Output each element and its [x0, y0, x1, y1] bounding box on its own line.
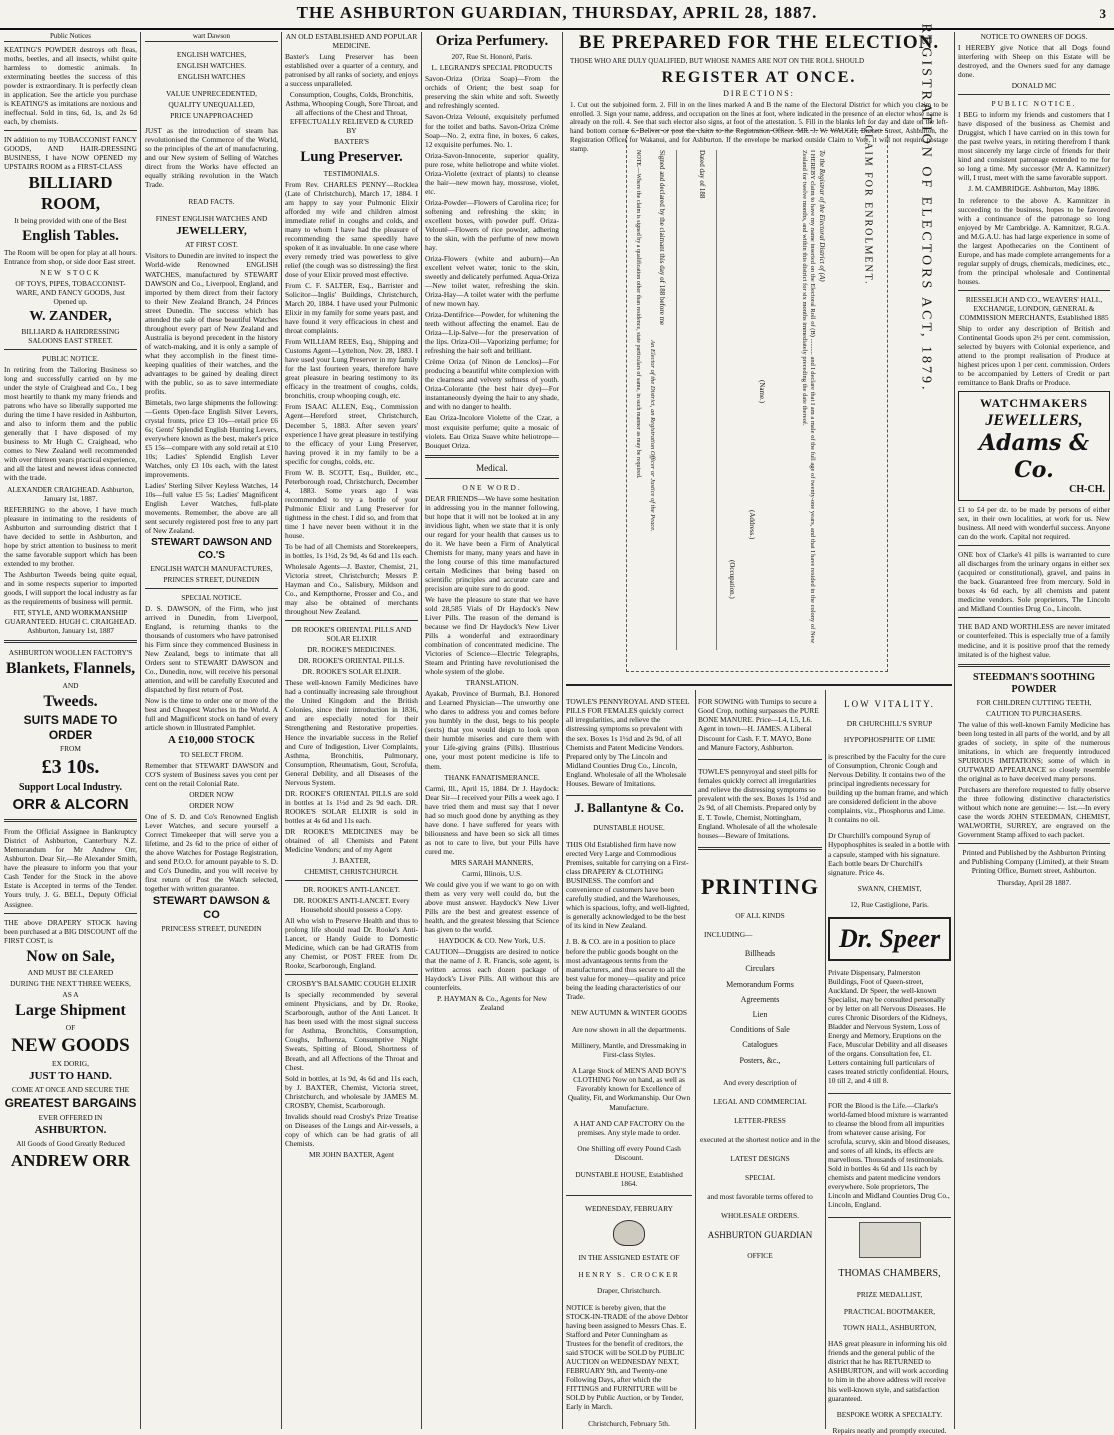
support-heading: Support Local Industry.	[18, 781, 123, 793]
order-now-1: ORDER NOW	[189, 789, 234, 799]
one-word-text: DEAR FRIENDS—We have some hesitation in addressing you in the manner following, but hope that it will not be looked at in any invidious light, when we state that it is only our regard for your health that causes us to do it. We have been a Firm of Analytical Chemists for many, many years and have in the long course of this time manufactured certain Medicines that being based on scientific principles and accurate care and precision are quite sure to do good.	[425, 493, 559, 593]
oriza-address: 207, Rue St. Honoré, Paris.	[451, 52, 533, 62]
cambridge-notice: I BEG to inform my friends and customers that I have disposed of the business as Chemist and Druggist, which I have carried on in this town for the past twelve years, in retiring therefrom I thank most sincerely my large circle of friends for their kind and consistent patronage extended to me for so long a time. My successor (Mr A. Kamnitzer) will, I trust, meet with the same favorable support.	[958, 110, 1110, 183]
assignee-memo: From the Official Assignee in Bankruptcy District of Ashburton, Canterbury N.Z. Memorandum for Mr Andrew Orr, Ashburton. Dear Sir,—Re Alexander Smith, have the pleasure to inform you that your Cash Tender for the Stock in the above Estate is Accepted in terms of the Tender. Yours truly, J. G. BELL, Deputy Official Assignee.	[4, 827, 137, 909]
printing-item: Circulars	[745, 964, 775, 974]
and-word: AND	[62, 680, 79, 690]
english-watches-1: ENGLISH WATCHES,	[176, 49, 247, 59]
bad-worthless-text: THE BAD AND WORTHLESS are never imitated or counterfeited. This is especially true of a family medicine, and it is positive proof that the remedy imitated is of the highest value.	[958, 622, 1110, 659]
fit-guarantee: FIT, STYLE, AND WORKMANSHIP GUARANTEED. HUGH C. CRAIGHEAD. Ashburton, January 1st, 1887	[4, 607, 137, 635]
rooke-solar-elixir: DR. ROOKE'S SOLAR ELIXIR.	[302, 667, 401, 677]
assigned-estate: IN THE ASSIGNED ESTATE OF	[578, 1253, 680, 1263]
just-to-hand: JUST TO HAND.	[29, 1069, 112, 1082]
oriza-products-5: Oriza-Flowers (white and auburn)—An excellent velvet water, tonic to the skin, sweetly and delicately perfumed. Aqua-Oriza—New toilet water, refreshing the skin. Oriza-Hay—A toilet water with the perfume of new mown hay.	[425, 253, 560, 309]
crosby-note: Invalids should read Crosby's Prize Treatise on Diseases of the Lungs and Air-vessels, a copy of which can be had gratis of all Chemists.	[285, 1111, 418, 1148]
bespoke-work: BESPOKE WORK A SPECIALTY.	[836, 1409, 943, 1419]
column-rule	[695, 690, 696, 1429]
office-word: OFFICE	[747, 1251, 773, 1260]
issue-date: Thursday, April 28 1887.	[996, 877, 1072, 887]
swann-address: 12, Rue Castiglione, Paris.	[850, 900, 929, 910]
must-be-cleared: AND MUST BE CLEARED	[27, 968, 114, 978]
obtain-text: To be had of all Chemists and Storekeepers, in bottles, 1s 1½d, 2s 9d, 4s 6d and 11s each.	[285, 541, 418, 560]
translation-heading: TRANSLATION.	[465, 678, 519, 688]
column-printing	[698, 690, 822, 1429]
rooke-repeat: DR. ROOKE'S ORIENTAL PILLS are sold in bottles at 1s 1½d and 2s 9d each. DR. ROOKE'S SOLAR ELIXIR is sold in bottles at 4s 6d and 11s each.	[285, 788, 418, 825]
dr-speer-logo: Dr. Speer	[838, 923, 941, 953]
form-subtitle: CLAIM FOR ENROLMENT.	[862, 125, 874, 286]
english-tables-heading: English Tables.	[22, 228, 119, 245]
steedman-heading: STEEDMAN'S SOOTHING POWDER	[973, 671, 1095, 695]
value-line: VALUE UNPRECEDENTED,	[165, 88, 257, 98]
column-public-notices	[4, 32, 137, 1429]
ballantyne-heading: J. Ballantyne & Co.	[574, 800, 684, 816]
caution-purchasers: CAUTION TO PURCHASERS.	[985, 708, 1083, 718]
oriza-products-7: Crème Oriza (of Ninon de Lenclos)—For producing a beautiful white complexion with the clearness and velvety softness of youth. Oriza-Colorante (the best hair dye)—For instantaneously dyeing the hair to any shade, and with no danger to health.	[425, 357, 559, 412]
watch-manufactures: ENGLISH WATCH MANUFACTURES,	[150, 563, 273, 573]
new-stock-heading: NEW STOCK	[40, 267, 101, 277]
crocker-draper: Draper, Christchurch.	[597, 1286, 661, 1296]
keating-ad: KEATING'S POWDER destroys oth fleas, moths, beetles, and all insects, whilst quite harmless to domestic animals. In exterminating beetles the success of this powder is extraordinary. It is perfectly clean in application. See the article you purchase is KEATING'S as imitations are noxious and ineffectual. Sold in tins, 6d, 1s, and 2s 6d each, by chemists.	[4, 44, 137, 126]
during-weeks: DURING THE NEXT THREE WEEKS,	[10, 979, 131, 989]
agent-baxter: J. BAXTER,	[332, 855, 371, 865]
we-could-text: We could give you if we want to go on with them as very very well could do, but the above must answer. Haydock's New Liver Pills are the best and greatest essence of health, and the greatest blessing that Science has given to the world.	[425, 879, 559, 935]
crocker-name: HENRY S. CROCKER	[578, 1269, 680, 1279]
favorable-terms: and most favorable terms offered to	[707, 1191, 813, 1201]
swann-chemist: SWANN, CHEMIST,	[857, 884, 922, 893]
printing-item: Lien	[752, 1010, 768, 1020]
special-word: SPECIAL	[745, 1172, 775, 1182]
tweeds-note: The Ashburton Tweeds being quite equal, and in some respects superior to imported goods, I will support the local industry as far as the requirements of business will permit.	[4, 569, 137, 606]
select-from: TO SELECT FROM.	[179, 749, 244, 759]
stewart-dawson-name: STEWART DAWSON AND CO.'S	[151, 537, 272, 561]
wednesday-heading: WEDNESDAY, FEBRUARY	[585, 1203, 673, 1213]
kamnitzer-notice: In reference to the above A. Kamnitzer in succeeding to the business, hopes to be favored with a continuance of the patronage so long enjoyed by Mr Cambridge. A. Kamnitzer, R.G.A. and M.G.A.U. has had large experience in some of the largest Apothecaries on the Continent of Europe, and has made complete arrangements for a regular supply of drugs, chemicals, medicines, etc., from the principal wholesale and Continental houses.	[958, 195, 1110, 286]
auction-notice: NOTICE is hereby given, that the STOCK-IN-TRADE of the above Debtor having been assigned to Messrs Chas. E. Stafford and Peter Cunningham as Trustees for the benefit of creditors, the said STOCK will be SOLD by PUBLIC AUCTION on WEDNESDAY NEXT, FEBRUARY 9th, and Twenty-one Following Days, after which the FITTINGS and FURNITURE will be SOLD by Public Auction, or by Tender, Early in March.	[566, 1302, 689, 1412]
printing-item: Agreements	[740, 994, 780, 1004]
visitors-text: Visitors to Dunedin are invited to inspect the World-wide Renowned ENGLISH WATCHES, manufactured by STEWART DAWSON and Co., Liverpool, England, and imported by them direct from their factory to their New Zealand Branch, 24 Princes street Dunedin. The success which has attended the sale of these beautiful Watches throughout every part of New Zealand and Australia is beyond precedent in the history of watch-making, and it is only a sample of what they accomplish in the finest time-keeping qualities of their watches, and the advantages to be gained by dealing direct with the public, so as to save intermediate profits.	[145, 251, 278, 396]
form-name: (Name.)	[758, 380, 766, 404]
printing-item: Posters, &c.,	[739, 1055, 781, 1065]
craighead-signature: ALEXANDER CRAIGHEAD. Ashburton, January 1st, 1887.	[7, 484, 134, 503]
testimonial-rees: From WILLIAM REES, Esq., Shipping and Customs Agent—Lyttelton, Nov. 28, 1883. I have used your Lung Preserver in my family for the last fourteen years, therefore have great pleasure in bearing testimony to its efficacy in the treatment of coughs, colds, bronchitis, croup whooping cough, etc.	[285, 337, 418, 401]
executed-text: executed at the shortest notice and in the	[699, 1134, 821, 1144]
public-notice-heading-right: PUBLIC NOTICE.	[991, 99, 1077, 109]
chch-word: CH-CH.	[1069, 483, 1105, 495]
on-sale-heading: Now on Sale,	[26, 947, 115, 965]
of-word: OF	[65, 1022, 76, 1032]
including: INCLUDING—	[704, 929, 753, 939]
column-oriza	[425, 32, 559, 1429]
register-heading: REGISTER AT ONCE.	[661, 68, 857, 86]
hypophosphite: HYPOPHOSPHITE OF LIME	[843, 735, 936, 745]
page-number-right: 3	[1099, 6, 1106, 21]
suit-price: £3 10s.	[41, 756, 100, 779]
cash-discount: One Shilling off every Pound Cash Discount.	[577, 1144, 681, 1163]
stock-amount: A £10,000 STOCK	[168, 734, 255, 747]
baxter-intro: Baxter's Lung Preserver has been established over a quarter of a century, and patronised by all ranks of society, and enjoys a success unparalleled.	[285, 52, 418, 89]
princes-street-2: PRINCESS STREET, DUNEDIN	[161, 924, 262, 933]
referring-notice: REFERRING to the above, I have much pleasure in intimating to the residents of Ashburton and surrounding district that I have decided to settle in Ashburton, and hope by strict attention to business to merit the same favorable support which has been extended to my brother.	[4, 504, 137, 568]
english-watches-3: ENGLISH WATCHES	[177, 71, 246, 81]
column-rule	[140, 32, 141, 1429]
order-text: One of S. D. and Co's Renowned English Lever Watches, and secure yourself a Correct Timekeeper that will serve you a lifetime, and 2s 6d to the price of either of the above Watches for Postage Registration, and send P.O.O. for amount payable to S. D. and Co's Dunedin, and you will receive by first return of Post the Watch selected, together with written guarantee.	[145, 811, 278, 894]
autumn-goods: NEW AUTUMN & WINTER GOODS	[571, 1008, 687, 1018]
baxters-word: BAXTER'S	[333, 137, 369, 147]
adams-text: £1 to £4 per dz. to be made by persons of either sex, in their own localities, at work for us. New business. All need with wonderful success. Anyone can do the work. Capital not required.	[958, 505, 1110, 542]
ever-offered: EVER OFFERED IN	[38, 1113, 103, 1123]
oriza-products-4: Oriza-Powder—Flowers of Carolina rice; for softening and refreshing the skin; in excellent boxes, with powder puff. Oriza-Velouté—Flowers of rice powder, adhering to the skin, with the perfume of new mown hay.	[425, 197, 559, 252]
oriza-products-3: Oriza-Savon-Innocente, superior quality, pure rose, white heliotrope and white violet. Oriza-Violette (extract of plants) to cleanse the hair—new mown hay, mossrose, violet, etc.	[425, 150, 559, 196]
signature-location: Carmi, Illinois, U.S.	[462, 868, 522, 878]
form-body: I HEREBY claim to have my name inserted on the Electoral Roll of (B) .......... and I declare that I am a male of the full age of twenty-one years, and that I have resided in the colony of New Zealand for twelve months, and within this district for six months immediately preceding the date thereof.	[801, 150, 816, 644]
all-kinds: OF ALL KINDS	[735, 910, 785, 920]
form-title: REGISTRATION OF ELECTORS ACT, 1879.	[918, 23, 934, 393]
blood-mixture-ad: FOR the Blood is the Life.—Clarke's world-famed blood mixture is warranted to cleanse the blood from all impurities from whatever cause arising. For scrofula, scurvy, skin and blood diseases, and sores of all kinds, its effects are marvellous. Thousands of testimonials. Sold in bottles 4s 6d and 11s each by chemists and patent medicine vendors everywhere. Sole proprietors, The Lincoln and Midland Counties Drug Co., Lincoln, England.	[828, 1101, 950, 1210]
old-established: AN OLD ESTABLISHED AND POPULAR MEDICINE.	[285, 32, 418, 51]
bimetals-text: Bimetals, two large shipments the following:—Gents Open-face English Silver Levers, crystal fronts, price £3 10s—retail price £6 6s; Gents' Splendid English Hunting Levers, everywhere known as the best, maker's price £5 15s—compare with any sold retail at £10 10s; Ladies' Splendid English Lever Watches, only £3 10s each, with the latest improvements.	[145, 397, 278, 480]
town-hall: TOWN HALL, ASHBURTON,	[842, 1322, 937, 1332]
form-signed: Signed and declared by the claimant this day of 188 before me	[658, 150, 666, 326]
column-ballantyne	[566, 690, 692, 1429]
steam-intro: JUST as the introduction of steam has revolutionised the Commerce of the World, so the principles of the art of manufacturing, and our New system of Selling of Watches direct from the Works have effected an equally striking revolution in the Watch Trade.	[145, 125, 278, 189]
testimonial-allen: From ISAAC ALLEN, Esq., Commission Agent—Hereford street, Christchurch, December 5, 1883. After seven years' experience I have great pleasure in testifying to the efficacy of your Lung Preserver, having proved it in my family to be a specific for coughs, colds, etc.	[285, 402, 418, 466]
royal-crest-icon	[613, 1220, 645, 1246]
legrand-heading: L. LEGRAND'S SPECIAL PRODUCTS	[431, 63, 553, 73]
caution-text: CAUTION—Druggists are desired to notice that the name of J. R. Francis, sole agent, is written across each dozen package of Haydock's Liver Pills. All without this are counterfeits.	[425, 947, 559, 993]
dunstable-established: DUNSTABLE HOUSE, Established 1864.	[575, 1169, 683, 1188]
dr-speer-advertisement	[828, 917, 951, 961]
towle-pills-ad-2: TOWLE'S pennyroyal and steel pills for females quickly correct all irregularities and relieve the distressing symptoms so prevalent with the sex. Boxes 1s 1½d and 2s 9d, of all Chemists. Prepared only by E. T. Towle, Chemist, Nottingham, England. Wholesale of all the wholesale houses—Beware of Imitations.	[698, 767, 821, 840]
latest-designs: LATEST DESIGNS	[730, 1153, 790, 1163]
wholesale-orders: WHOLESALE ORDERS.	[720, 1211, 799, 1220]
orr-alcorn-heading: ORR & ALCORN	[12, 795, 129, 813]
adams-script: Adams & Co.	[979, 430, 1089, 484]
anti-lancet-sub: DR. ROOKE'S ANTI-LANCET. Every Household should possess a Copy.	[293, 896, 410, 915]
riesselich-heading: RIESSELICH AND CO., WEAVERS' HALL, EXCHANGE, LONDON, GENERAL & COMMISSION MERCHANTS, Established 1885	[959, 294, 1109, 322]
stewart-dawson-footer: STEWART DAWSON & CO	[152, 895, 271, 921]
andrew-orr-heading: ANDREW ORR	[10, 1150, 131, 1170]
billiard-subtext: It being provided with one of the Best	[14, 216, 127, 226]
election-title: BE PREPARED FOR THE ELECTION.	[578, 32, 940, 53]
large-shipment-heading: Large Shipment	[15, 1002, 126, 1020]
testimonials-heading: TESTIMONIALS.	[323, 168, 380, 178]
watchmakers-word: WATCHMAKERS	[979, 396, 1089, 411]
practical-bootmaker: PRACTICAL BOOTMAKER,	[843, 1306, 936, 1316]
anti-lancet-heading: DR. ROOKE'S ANTI-LANCET.	[303, 884, 400, 894]
dogs-notice-text: I HEREBY give Notice that all Dogs found interfering with Sheep on this Estate will be destroyed, and the Owners sued for any damage done.	[958, 43, 1110, 80]
printing-item: Catalogues	[742, 1040, 778, 1050]
riesselich-text: Ship to order any description of British and Continental Goods upon 2½ per cent. commission, selected by buyers with Colonial experience, and attend to the prompt realisation of Produce at highest prices upon 1 per cent. commission. Orders to be accompanied by Letters of Credit or part remittance to Bank Drafts or Produce.	[958, 323, 1110, 388]
directions-text: 1. Cut out the subjoined form. 2. Fill in on the lines marked A and B the name of the Electoral District for which you claim to be enrolled. 3. Sign your name, address, and occupation on the lines at foot, where indicated in the presence of an elector whose name is already on the roll. 4. See that such elector also signs, at foot of the attestation. 5. Fill in the blanks left for day and date on the left-hand bottom corner. 6. Deliver or post the claim to the Registration Officer. MR. J. W. WAUGH, Burnett Street, Ashburton, the Registration Officer for Wakanui, and for Ashburton. If the envelope be marked outside Claim to Vote, it will not require postage stamp.	[570, 100, 948, 153]
form-address: (Address.)	[748, 510, 756, 540]
column-stewart-dawson	[145, 32, 278, 1429]
haydock-company: HAYDOCK & CO. New York, U.S.	[438, 936, 546, 946]
translation-text: Ayakab, Province of Burmah, B.I. Honored and Learned Physician—The unworthy one who dares to address you and comes before you humbly in the dust, begs to his people (sects) that you would deign to look upon their humble miseries and cure them with your Life-giving grains (Pills). Illustrious one, your most potent medicine is life to them.	[425, 689, 559, 771]
baxter-signature: MR JOHN BAXTER, Agent	[309, 1149, 394, 1159]
hayman-agents: P. HAYMAN & Co., Agents for New Zealand	[437, 994, 547, 1013]
signature-manners: MRS SARAH MANNERS,	[450, 857, 534, 867]
speer-text: Private Dispensary, Palmerston Buildings, Foot of Queen-street, Auckland. Dr Speer, the well-known Specialist, may be consulted personally or by letter on all Nervous Diseases. He cures Chronic Disorders of the Kidneys, Bladder and Nervous System, Loss of Energy and Memory, Eruptions on the Face, Muscular Debility and all diseases of the organs. Consultation fee, £1. Letters containing full particulars of cases treated strictly confidential. Hours, 10 till 2, and 4 till 8.	[828, 967, 949, 1086]
towle-pills-ad: TOWLE'S PENNYROYAL AND STEEL PILLS FOR FEMALES quickly correct all irregularities, and relieve the distressing symptoms so prevalent with the sex. Boxes 1s 1½d and 2s 9d, of all Chemists and Patent Medicine Vendors. Prepared only by The Lincoln and Midland Counties Drug Co., Lincoln, England. Wholesale of all the Wholesale Houses. Beware of Imitations.	[566, 697, 690, 788]
adams-watchmakers-logo	[958, 391, 1110, 501]
testimonial-penny: From Rev. CHARLES PENNY—Rocklea (Late of Christchurch), March 17, 1884. I am happy to say your Pulmonic Elixir afforded my wife and children almost immediate relief in coughs and colds, and many to whom I have had the pleasure of recommending the same speedily have spoken of it as invaluable. In one case where every remedy tried was powerless to give relief (the cough was so distressing) the first dose of your Elixir proved most effective.	[285, 179, 418, 280]
ladies-text: Ladies' Sterling Silver Keyless Watches, 14 10s—full value £5 5s; Ladies' Magnificent English Lever Watches, full-plate movements. Remember, the above are all sent securely registered post free to any part of New Zealand.	[145, 481, 278, 536]
dogs-notice-heading: NOTICE TO OWNERS OF DOGS.	[980, 32, 1088, 41]
special-notice-heading: SPECIAL NOTICE.	[181, 592, 242, 602]
column-rule	[825, 690, 826, 1429]
ex-dorig: EX DORIG,	[52, 1058, 89, 1068]
one-word-heading: ONE WORD.	[462, 482, 522, 492]
finest-watches: FINEST ENGLISH WATCHES AND	[155, 213, 268, 223]
public-notice-heading: PUBLIC NOTICE.	[41, 354, 100, 364]
legal-commercial: LEGAL AND COMMERCIAL	[713, 1096, 807, 1106]
lung-preserver-heading: Lung Preserver.	[300, 149, 403, 166]
as-a-word: AS A	[62, 990, 79, 1000]
rooke-text: These well-known Family Medicines have had a continually increasing sale throughout the United Kingdom and the British Colonies, since their introduction in 1836, and are especially noted for their Strengthening and Restorative properties. Hence the invariable success in the Relief and Cure of Indigestion, Liver Complaints, Asthma, Bronchitis, Pulmonary, Consumption, Rheumatism, Gout, Scrofula, General Debility, and all Diseases of the Nervous System.	[285, 678, 418, 787]
masthead	[0, 0, 1114, 30]
steedman-text-2: Purchasers are therefore requested to fully observe the three following distinctive characteristics without which none are genuine:— 1st.—In every case the words JOHN STEEDMAN, CHEMIST, WALWORTH, SURREY, are engraved on the Government Stamp affixed to each packet.	[958, 785, 1110, 840]
letter-press: LETTER-PRESS	[734, 1115, 786, 1125]
haydock-text: We have the pleasure to state that we have sold 28,585 Vials of Dr Haydock's New Liver Pills. The reason of the demand is because we find Dr Haydock's New Liver Pills a wonderful and extraordinary combination of concentrated medicine. The Victories of Science—Electric Telegraphs, Steam and Printing have revolutionised the whole system of the globe.	[425, 594, 559, 677]
rooke-heading: DR ROOKE'S ORIENTAL PILLS AND SOLAR ELIXIR	[291, 625, 412, 644]
column-rule	[954, 32, 955, 1429]
dogs-signature: DONALD MC	[1011, 81, 1057, 91]
churchill-text: is prescribed by the Faculty for the cure of Consumption, Chronic Cough and Nervous Debility. It contains two of the principal ingredients necessary for building up the human frame, and which are considered deficient in the above complaints, viz., Phosphorus and Lime. It contains no oil.	[828, 751, 949, 825]
prize-medallist: PRIZE MEDALLIST,	[856, 1290, 923, 1300]
form-occupation: (Occupation.)	[728, 560, 736, 599]
form-witness: An Elector of the District, an Registration Officer or Justice of the Peace.	[649, 340, 656, 532]
column-header: wart Dawson	[145, 32, 278, 42]
come-at-once: COME AT ONCE AND SECURE THE	[11, 1085, 130, 1095]
churchill-syrup: DR CHURCHILL'S SYRUP	[846, 718, 933, 728]
clarke-pills-ad: ONE box of Clarke's 41 pills is warranted to cure all discharges from the urinary organs in either sex (acquired or constitutional), gravel, and pains in the back. Guaranteed free from mercury. Sold in boxes 4s 6d each, by all chemists and patent medicine vendors. Sole proprietors, The Lincoln and Midland Counties Drug Co., Lincoln.	[958, 550, 1110, 614]
princes-street-1: PRINCES STREET, DUNEDIN	[163, 574, 260, 584]
christchurch-date: Christchurch, February 5th.	[588, 1418, 670, 1428]
newspaper-title: THE ASHBURTON GUARDIAN, THURSDAY, APRIL 28, 1887.	[296, 3, 818, 22]
room-open-text: The Room will be open for play at all hours. Entrance from shop, or side door East street.	[4, 247, 137, 266]
jewellers-word: JEWELLERS,	[985, 411, 1083, 429]
thank-heading: THANK FANATISMERANCE.	[444, 772, 540, 782]
election-intro: THOSE WHO ARE DULY QUALIFIED, BUT WHOSE NAMES ARE NOT ON THE ROLL SHOULD	[570, 57, 865, 65]
form-dated: Dated day of 188	[698, 150, 706, 199]
goods-reduced: All Goods of Good Greatly Reduced	[16, 1139, 125, 1149]
quality-line: QUALITY UNEQUALLED,	[168, 99, 255, 109]
bone-manure-ad: FOR SOWING with Turnips to secure a Good Crop, nothing surpasses the PURE BONE MANURE. Price—L4, L5, L6. Agent in town—H. JAMES. A Liberal Discount for Cash. F. T. MAYO, Bone and Manure Factory, Ashburton.	[698, 697, 819, 752]
new-goods-heading: NEW GOODS	[11, 1034, 130, 1056]
column-header: Public Notices	[4, 32, 137, 42]
drapery-notice: THE above DRAPERY STOCK having been purchased at a BIG DISCOUNT off the FIRST COST, is	[4, 917, 137, 945]
rooke-medicines: DR. ROOKE'S MEDICINES.	[307, 645, 396, 655]
chambers-name: THOMAS CHAMBERS,	[838, 1267, 941, 1279]
bargains-heading: GREATEST BARGAINS	[4, 1096, 137, 1111]
stock-items: OF TOYS, PIPES, TOBACCONIST-WARE, AND FANCY GOODS, Just Opened up.	[15, 278, 126, 306]
medical-heading: Medical.	[476, 462, 508, 473]
testimonial-scott: From W. B. SCOTT, Esq., Builder, etc., Peterborough road, Christchurch, December 4, 1883. Some years ago I was recommended to try a bottle of your Pulmonic Elixir and Lung Preserver for tightness in the chest. I did so, and from that time I have never been without it in the house.	[285, 467, 418, 540]
crosby-text: Is specially recommended by several eminent Physicians, and by Dr. Rooke, Scarborough, author of the Anti Lancet. It has been used with the most signal success for Asthma, Bronchitis, Consumption, Coughs, Influenza, Consumptive Night Sweats, Spitting of Blood, Shortness of Breath, and all Affections of the Throat and Chest.	[285, 990, 418, 1072]
zander-name: W. ZANDER,	[29, 308, 112, 324]
column-rule	[281, 32, 282, 1429]
autumn-sub: Are now shown in all the departments.	[571, 1024, 687, 1034]
ashburton-heading: ASHBURTON.	[34, 1124, 107, 1137]
testimonial-salter: From C. F. SALTER, Esq., Barrister and Solicitor—Inglis' Buildings, Christchurch, March 20, 1884. I have used your Pulmonic Elixir in my family for some years past, and have found it very efficacious in chest and throat complaints.	[285, 281, 418, 336]
printing-items-list	[698, 946, 822, 1068]
steedman-text: The value of this well-known Family Medicine has been long tested in all parts of the world, and by all grades of society, in spite of the numerous imitations, in which are frequently introduced SPURIOUS IMITATIONS; some of which in OUTWARD APPEARANCE so closely resemble the original as to have deceived many persons.	[958, 720, 1110, 784]
churchill-text-2: Dr Churchill's compound Syrup of Hypophosphites is sealed in a bottle with a capsule, stamped with his signature. Each bottle bears Dr Churchill's signature. Price 4s.	[828, 831, 950, 877]
wholesale-agents: Wholesale Agents—J. Baxter, Chemist, 21, Victoria street, Christchurch; Messrs P. Hayman and Co., Salisbury, Mildson and Co., and Kempthorne, Prosser and Co., and may also be obtained of merchants throughout New Zealand.	[285, 561, 418, 617]
dawson-notice: D. S. DAWSON, of the Firm, who just arrived in Dunedin, from Liverpool, England, is returning thanks to the thousands of customers who have patronised his Firm since they commenced Business in New Zealand, begs to intimate that all Orders sent to STEWART DAWSON and Co., Dunedin, now, will receive his personal attention, and will be carefully Executed and dispatched by first return of Post.	[145, 603, 278, 695]
low-vitality-heading: LOW VITALITY.	[844, 699, 935, 709]
zander-subtext: BILLIARD & HAIRDRESSING SALOONS EAST STREET.	[21, 327, 120, 346]
section-divider	[566, 684, 952, 686]
printing-item: Conditions of Sale	[730, 1025, 790, 1035]
oriza-products-1: Savon-Oriza (Oriza Soap)—From the orchids of Orient; the best soap for preserving the skin white and soft. Sweetly and refreshingly scented.	[425, 74, 559, 111]
every-description: And every description of	[723, 1077, 797, 1087]
crosby-sold: Sold in bottles, at 1s 9d, 4s 6d and 11s each, by J. BAXTER, Chemist, Victoria street, Christchurch, and wholesale by JAMES M. CROSBY, Chemist, Scarborough.	[285, 1073, 418, 1110]
thank-text: Carmi, Ill., April 15, 1884. Dr J. Haydock: Dear Sir—I received your Pills a week ago. I have tried them and must say that I never had so much good done by anything as they have done. I have suffered for years with biliousness and have been so sick all times as not to care to live, but your Pills have cured me.	[425, 783, 559, 856]
tweeds-heading: Tweeds.	[43, 692, 98, 710]
oriza-products-8: Eau Oriza-Incolore Violette of the Czar, a most exquisite perfume; quite a mosaic of violets. Eau Oriza Suave white heliotrope—Bouquet Oriza.	[425, 413, 559, 450]
ballantyne-text: THIS Old Established firm have now erected Very Large and Commodious Premises, suitable for carrying on a First-class DRAPERY & CLOTHING BUSINESS. The comfort and convenience of customers have been carefully studied, and the Warehouses, which is spacious, lofty, and well-lighted, is generally acknowledged to be the best of its kind in New Zealand.	[566, 839, 690, 931]
now-time-text: Now is the time to order one or more of the best and Cheapest Watches in the World. A full and Magnificent stock on hand of every article shown in Illustrated Pamphlet.	[145, 696, 278, 733]
rooke-obtain: DR ROOKE'S MEDICINES may be obtained of all Chemists and Patent Medicine Vendors; and of my Agent	[285, 826, 418, 854]
oriza-heading: Oriza Perfumery.	[435, 33, 549, 49]
woollen-factory: ASHBURTON WOOLLEN FACTORY'S	[8, 648, 133, 657]
column-notices-right	[958, 32, 1110, 1429]
form-to: To the Registrar of the Electoral District of (A)	[818, 150, 826, 282]
millinery: Millinery, Mantle, and Dressmaking in First-class Styles.	[571, 1040, 687, 1059]
oriza-products-6: Oriza-Dentifrice—Powder, for whitening the teeth without affecting the enamel. Eau de Oriza—Lip-Salve—for the preservation of the lips. Oriza-Oil—Vaporizing perfume; for refreshing the hair soft and brilliant.	[425, 310, 559, 356]
read-facts: READ FACTS.	[188, 196, 235, 206]
craighead-notice: In retiring from the Tailoring Business so long and successfully carried on by me under the style of Craighead and Co., I beg most heartily to thank my many friends and patrons who have so liberally supported me during the time I have resided in Ashburton, and also to inform them and the public generally that I have disposed of my business to Mr Hugh C. Craighead, who comes to New Zealand well recommended with over thirteen years practical experience, and all the latest and newest ideas connected with the trade.	[4, 365, 137, 483]
from-word: FROM	[60, 744, 81, 754]
column-churchill	[828, 690, 951, 1435]
oriza-products-2: Savon-Oriza Velouté, exquisitely perfumed for the toilet and baths. Savon-Oriza Crème Soap—No. 2, extra fine, in boxes, 6 cakes, 12 exquisite perfumes. No. 1.	[425, 112, 559, 149]
column-rule	[562, 32, 563, 1429]
billiard-room-heading: BILLIARD ROOM,	[28, 172, 113, 213]
cambridge-signature: J. M. CAMBRIDGE. Ashburton, May 1886.	[968, 184, 1100, 194]
hat-factory: A HAT AND CAP FACTORY On the premises. Any style made to order.	[573, 1118, 685, 1137]
form-rule	[716, 150, 717, 650]
mens-clothing: A Large Stock of MEN'S AND BOY'S CLOTHING Now on hand, as well as Favorably known for Excellence of Quality, Fit, and Workmanship. Our Own Manufacture.	[567, 1066, 691, 1112]
jewellery-heading: JEWELLERY,	[176, 225, 247, 237]
rooke-oriental-pills: DR. ROOKE'S ORIENTAL PILLS.	[298, 656, 405, 666]
guardian-office-name: ASHBURTON GUARDIAN	[707, 1230, 813, 1241]
form-rule	[676, 150, 677, 650]
cures-list: Consumption, Coughs, Colds, Bronchitis, Asthma, Whooping Cough, Sore Throat, and all affections of the Chest and Throat, EFFECTUALLY RELIEVED & CURED BY	[285, 90, 418, 136]
crosby-heading: CROSBY'S BALSAMIC COUGH ELIXIR	[286, 979, 417, 989]
english-watches-2: ENGLISH WATCHES.	[176, 60, 247, 70]
remember-text: Remember that STEWART DAWSON and CO'S system of Business saves you cent per cent on the retail Colonial Rate.	[145, 760, 278, 788]
agent-sub: CHEMIST, CHRISTCHURCH.	[304, 866, 399, 876]
order-now-2: ORDER NOW	[189, 800, 234, 810]
column-rule	[421, 32, 422, 1429]
children-teeth: FOR CHILDREN CUTTING TEETH,	[976, 697, 1092, 707]
directions-heading: DIRECTIONS:	[723, 88, 795, 98]
form-note: NOTE.—Where the claim is signed by a qualification other than residence, state particulars of same, in such manner as may be required.	[635, 150, 641, 479]
printed-by: Printed and Published by the Ashburton Printing and Publishing Company (Limited), at their Steam Printing Office, Burnett street, Ashburton.	[959, 848, 1109, 876]
tobacconist-ad: IN addition to my TOBACCONIST FANCY GOODS, AND HAIR-DRESSING BUSINESS, I have NOW OPENED my UPSTAIRS ROOM as a FIRST-CLASS	[4, 134, 137, 171]
price-line: PRICE UNAPPROACHED	[170, 110, 253, 120]
suits-heading: SUITS MADE TO ORDER	[23, 713, 118, 742]
column-baxter	[285, 32, 418, 1429]
printing-heading: PRINTING	[700, 874, 819, 899]
anti-lancet-text: All who wish to Preserve Health and thus to prolong life should read Dr. Rooke's Anti-Lancet, or Handy Guide to Domestic Medicine, which can be had GRATIS from any Chemist, or POST FREE from Dr. Rooke, Scarborough, England.	[285, 916, 418, 971]
chambers-text: HAS great pleasure in informing his old friends and the general public of the district that he has RETURNED to ASHBURTON, and will work according to him in the above address will receive his well-known style, and satisfaction guaranteed.	[828, 1339, 949, 1403]
repairs-text: Repairs neatly and promptly executed.	[832, 1426, 947, 1435]
boot-illustration	[859, 1222, 921, 1258]
dunstable-house: DUNSTABLE HOUSE.	[593, 823, 665, 833]
ballantyne-text-2: J. B. & CO. are in a position to place before the public goods bought on the most advantageous terms from the manufacturers, and thus secure to all the best value for money—quality and price being the leading characteristics of our Trade.	[566, 937, 686, 1001]
printing-item: Memorandum Forms	[726, 979, 794, 989]
blankets-heading: Blankets, Flannels,	[5, 660, 136, 678]
printing-item: Billheads	[744, 949, 776, 959]
at-first-cost: AT FIRST COST.	[185, 240, 238, 250]
